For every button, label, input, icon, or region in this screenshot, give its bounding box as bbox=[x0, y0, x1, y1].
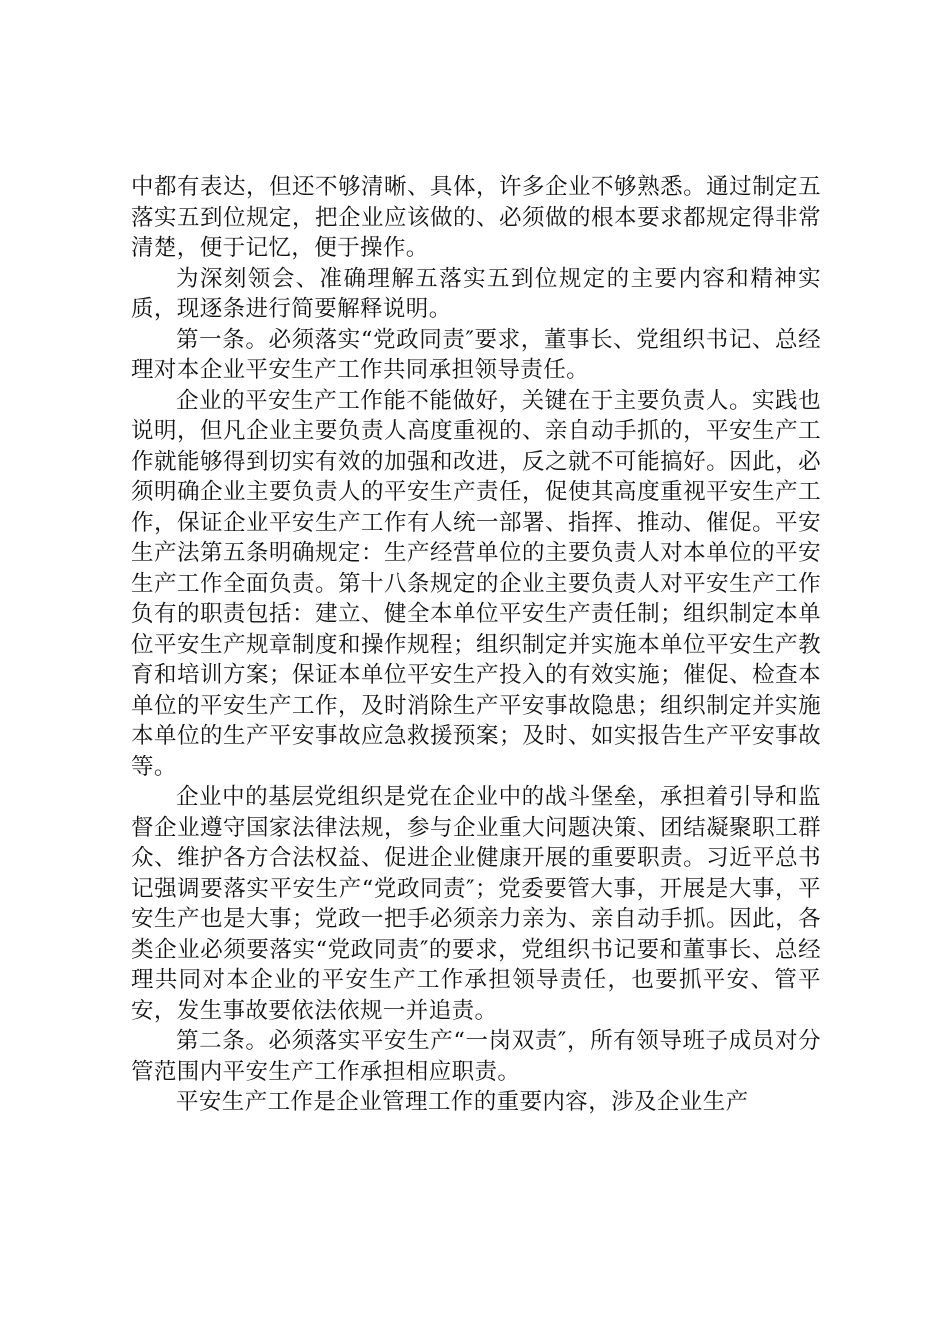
article-one-explanation: 企业的平安生产工作能不能做好，关键在于主要负责人。实践也说明，但凡企业主要负责人高度重视的、亲自动手抓的，平安生产工作就能够得到切实有效的加强和改进，反之就不可能搞好。因此，必须明确企业主要负责人的平安生产责任，促使其高度重视平安生产工作，保证企业平安生产工作有人统一部署、指挥、推动、催促。平安生产法第五条明确规定：生产经营单位的主要负责人对本单位的平安生产工作全面负责。第十八条规定的企业主要负责人对平安生产工作负有的职责包括：建立、健全本单位平安生产责任制；组织制定本单位平安生产规章制度和操作规程；组织制定并实施本单位平安生产教育和培训方案；保证本单位平安生产投入的有效实施；催促、检查本单位的平安生产工作，及时消除生产平安事故隐患；组织制定并实施本单位的生产平安事故应急救援预案；及时、如实报告生产平安事故等。 bbox=[131, 387, 821, 780]
article-two-explanation: 平安生产工作是企业管理工作的重要内容，涉及企业生产 bbox=[176, 1089, 749, 1115]
document-page bbox=[131, 172, 821, 1118]
paragraph-continuation: 中都有表达，但还不够清晰、具体，许多企业不够熟悉。通过制定五落实五到位规定，把企业应该做的、必须做的根本要求都规定得非常清楚，便于记忆，便于操作。 bbox=[131, 174, 821, 261]
paragraph-intro: 为深刻领会、准确理解五落实五到位规定的主要内容和精神实质，现逐条进行简要解释说明。 bbox=[131, 265, 821, 322]
article-one-heading: 第一条。必须落实“党政同责″要求，董事长、党组织书记、总经理对本企业平安生产工作共同承担领导责任。 bbox=[131, 326, 821, 383]
article-two-heading: 第二条。必须落实平安生产“一岗双责″，所有领导班子成员对分管范围内平安生产工作承担相应职责。 bbox=[131, 1028, 821, 1085]
article-one-party-explanation: 企业中的基层党组织是党在企业中的战斗堡垒，承担着引导和监督企业遵守国家法律法规，参与企业重大问题决策、团结凝聚职工群众、维护各方合法权益、促进企业健康开展的重要职责。习近平总书记强调要落实平安生产“党政同责″；党委要管大事，开展是大事，平安生产也是大事；党政一把手必须亲力亲为、亲自动手抓。因此，各类企业必须要落实“党政同责″的要求，党组织书记要和董事长、总经理共同对本企业的平安生产工作承担领导责任，也要抓平安、管平安，发生事故要依法依规一并追责。 bbox=[131, 784, 821, 1024]
